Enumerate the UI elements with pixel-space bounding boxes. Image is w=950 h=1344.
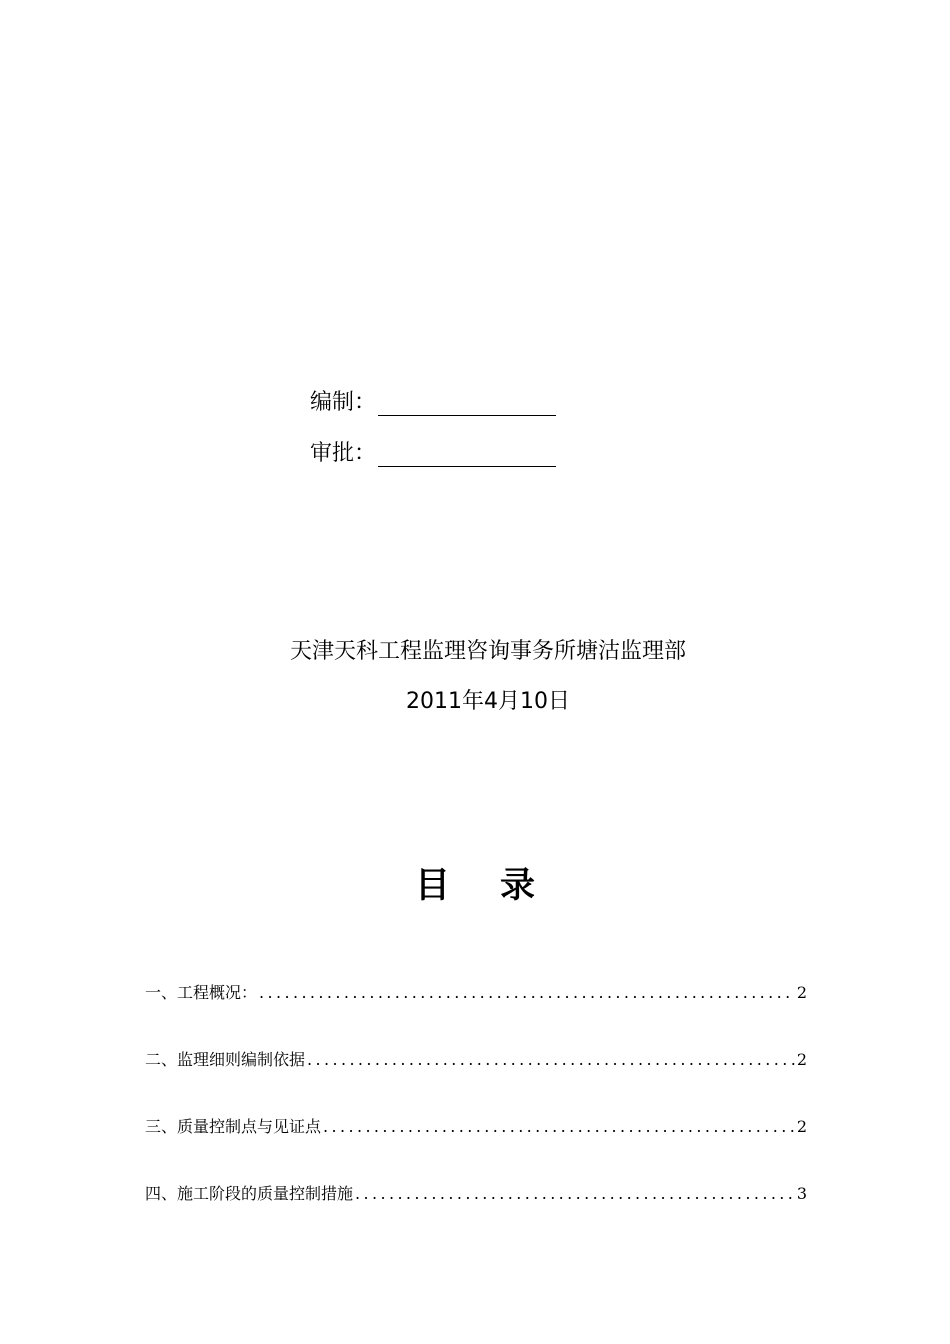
toc-item[interactable] <box>145 980 807 1047</box>
organization-name: 天津天科工程监理咨询事务所塘沽监理部 <box>289 639 686 664</box>
compile-label: 编制： <box>310 390 377 415</box>
toc-item-label: 一、工程概况： <box>145 983 258 1002</box>
toc-item[interactable] <box>145 1047 807 1114</box>
toc-title-char-1: 目 <box>414 866 450 906</box>
toc-item-label: 三、质量控制点与见证点 <box>145 1117 322 1136</box>
toc-title <box>0 858 950 908</box>
toc-dot-leader <box>307 1050 795 1069</box>
toc-item[interactable] <box>145 1181 807 1248</box>
approve-label: 审批： <box>310 441 377 466</box>
approve-signature-line <box>378 440 556 467</box>
compile-signature-row <box>310 382 556 416</box>
toc-item-label: 二、监理细则编制依据 <box>145 1050 306 1069</box>
toc-dot-leader <box>259 983 795 1002</box>
toc-item[interactable] <box>145 1114 807 1181</box>
document-date: 2011年4月10日 <box>406 689 570 714</box>
toc-item-page: 3 <box>796 1184 807 1203</box>
approve-signature-row <box>310 433 556 467</box>
toc-dot-leader <box>323 1117 795 1136</box>
toc-dot-leader <box>355 1184 795 1203</box>
toc-item-page: 2 <box>796 1050 807 1069</box>
toc-item-label: 四、施工阶段的质量控制措施 <box>145 1184 354 1203</box>
table-of-contents <box>145 980 807 1248</box>
compile-signature-line <box>378 389 556 416</box>
toc-title-char-2: 录 <box>500 866 536 906</box>
toc-item-page: 2 <box>796 983 807 1002</box>
toc-item-page: 2 <box>796 1117 807 1136</box>
